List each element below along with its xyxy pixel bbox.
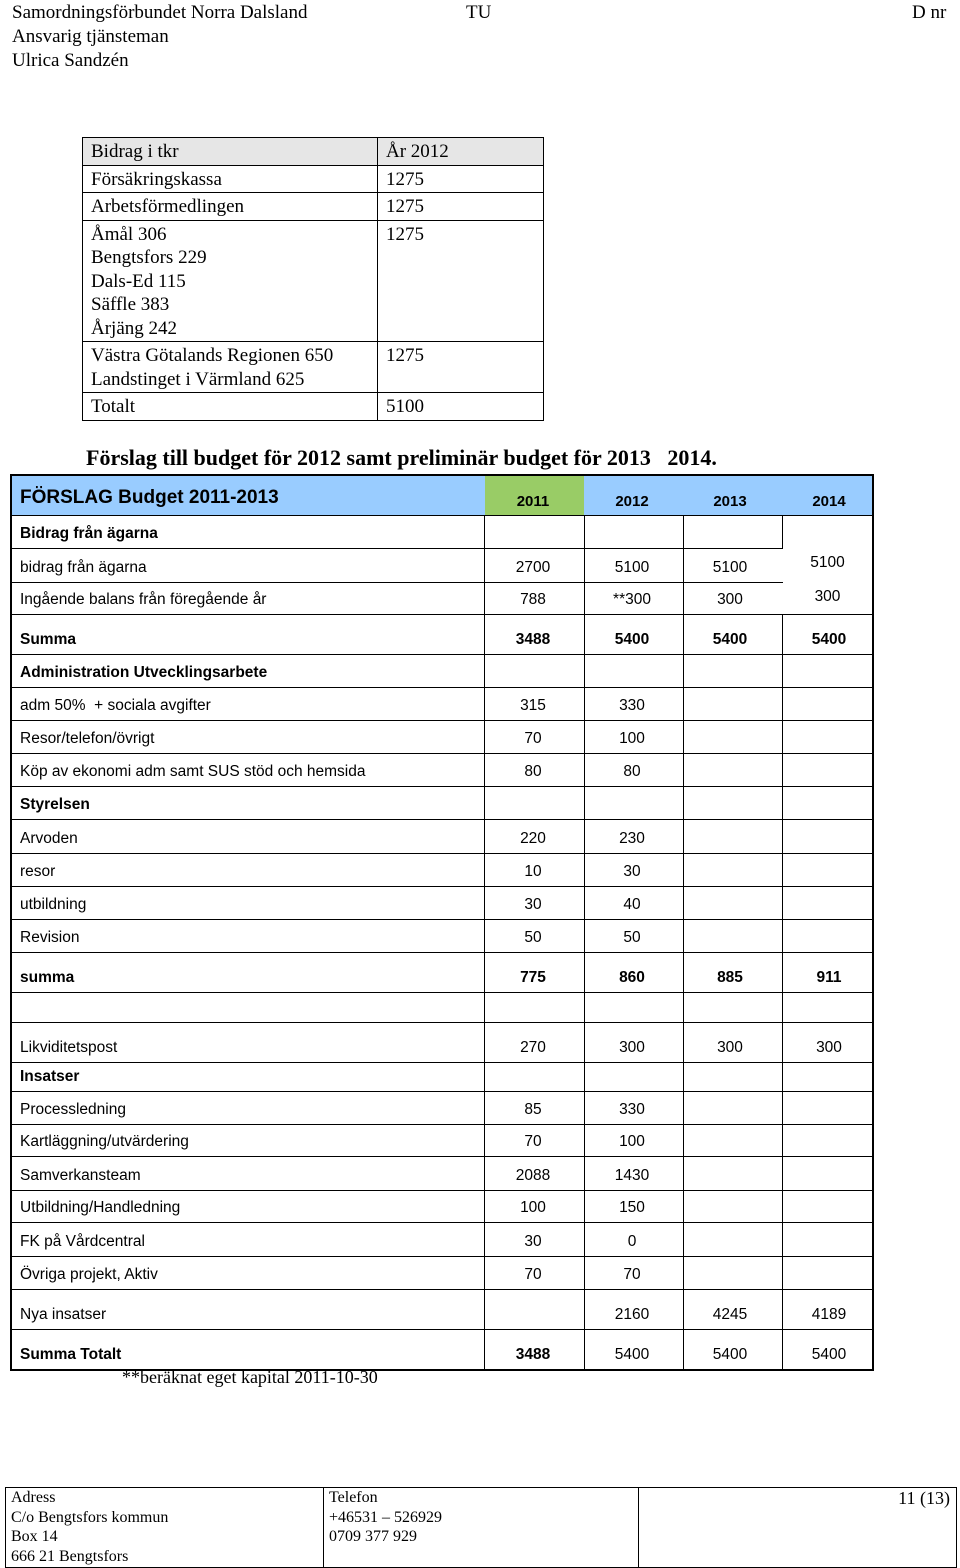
budget-row-label: Insatser <box>20 1068 80 1085</box>
budget-row <box>12 787 872 820</box>
budget-cell-2013: 4245 <box>712 1306 748 1323</box>
budget-row <box>12 1023 872 1063</box>
column-divider <box>584 1330 585 1369</box>
header-responsible-name: Ulrica Sandzén <box>12 50 129 71</box>
budget-cell-2012: 330 <box>619 1101 645 1118</box>
column-divider <box>484 721 485 753</box>
column-divider <box>484 1125 485 1156</box>
contributions-row <box>83 220 544 342</box>
contributions-payer-line: Västra Götalands Regionen 650 <box>91 345 334 366</box>
header-tu: TU <box>466 2 492 23</box>
budget-row <box>12 1223 872 1257</box>
column-divider <box>584 1023 585 1062</box>
budget-2014-merged-cell <box>783 548 872 613</box>
column-divider <box>782 754 783 786</box>
budget-cell-2013: 5400 <box>712 631 748 648</box>
column-divider <box>584 993 585 1022</box>
contributions-header-row <box>83 138 544 166</box>
budget-row <box>12 1092 872 1125</box>
column-divider <box>484 854 485 886</box>
budget-cell-2011: 70 <box>524 1266 542 1283</box>
contributions-payer-line: Säffle 383 <box>91 294 170 315</box>
budget-cell-2011: 10 <box>524 863 542 880</box>
budget-cell-2013: 300 <box>717 591 743 608</box>
column-divider <box>484 1223 485 1256</box>
budget-cell-2011: 30 <box>524 896 542 913</box>
footer-address <box>11 1488 321 1567</box>
column-divider <box>683 1023 684 1062</box>
column-divider <box>782 1125 783 1156</box>
column-divider <box>683 1257 684 1289</box>
header-responsible-title: Ansvarig tjänsteman <box>12 26 169 47</box>
column-divider <box>484 1290 485 1329</box>
budget-row-label: Utbildning/Handledning <box>20 1199 181 1216</box>
footer-phone-line: +46531 – 526929 <box>329 1508 443 1526</box>
budget-row <box>12 993 872 1023</box>
column-divider <box>484 1157 485 1190</box>
budget-2014-value: 300 <box>814 588 841 605</box>
column-divider <box>683 721 684 753</box>
column-divider <box>584 1191 585 1222</box>
budget-row <box>12 549 872 583</box>
contributions-payer-line: Landstinget i Värmland 625 <box>91 368 305 390</box>
budget-row <box>12 1191 872 1223</box>
budget-row-label: bidrag från ägarna <box>20 559 147 576</box>
budget-row <box>12 583 872 615</box>
column-divider <box>683 1092 684 1124</box>
column-divider <box>683 1223 684 1256</box>
budget-cell-2013: 300 <box>717 1039 743 1056</box>
column-divider <box>782 787 783 819</box>
column-divider <box>484 820 485 853</box>
contributions-payer-line: Totalt <box>91 396 136 417</box>
column-divider <box>584 1290 585 1329</box>
budget-cell-2012: 0 <box>627 1233 637 1250</box>
column-divider <box>683 516 684 548</box>
footnote: **beräknat eget kapital 2011-10-30 <box>122 1367 378 1387</box>
budget-cell-2012: 50 <box>623 929 641 946</box>
budget-cell-2012: 40 <box>623 896 641 913</box>
budget-2014-value: 5100 <box>810 554 845 571</box>
budget-row-label: Resor/telefon/övrigt <box>20 730 155 747</box>
budget-row <box>12 1257 872 1290</box>
column-divider <box>782 721 783 753</box>
budget-cell-2013: 5400 <box>712 1346 748 1363</box>
budget-cell-2011: 775 <box>520 969 546 986</box>
column-divider <box>584 1092 585 1124</box>
contributions-table <box>82 137 544 421</box>
budget-cell-2011: 788 <box>520 591 546 608</box>
budget-cell-2013: 885 <box>717 969 743 986</box>
budget-row <box>12 655 872 688</box>
column-divider <box>584 1157 585 1190</box>
column-divider <box>683 655 684 687</box>
budget-row-label: Revision <box>20 929 80 946</box>
column-divider <box>683 993 684 1022</box>
budget-row <box>12 920 872 953</box>
budget-cell-2014: 300 <box>816 1039 842 1056</box>
header-dnr: D nr <box>912 2 947 23</box>
contributions-value: 5100 <box>378 393 544 421</box>
column-divider <box>782 688 783 720</box>
column-divider <box>683 787 684 819</box>
column-divider <box>584 953 585 992</box>
contributions-payer-line: Arbetsförmedlingen <box>91 196 245 217</box>
budget-row-label: Samverkansteam <box>20 1167 141 1184</box>
column-divider <box>584 688 585 720</box>
contributions-payer-line: Bengtsfors 229 <box>91 247 207 268</box>
contributions-row <box>83 393 544 421</box>
contributions-value: 1275 <box>378 193 544 221</box>
column-divider <box>683 1157 684 1190</box>
column-divider <box>584 820 585 853</box>
budget-row <box>12 754 872 787</box>
budget-cell-2011: 315 <box>520 697 546 714</box>
budget-row <box>12 820 872 854</box>
budget-row-label: FK på Vårdcentral <box>20 1233 145 1250</box>
column-divider <box>683 1330 684 1369</box>
budget-row-label: Nya insatser <box>20 1306 107 1323</box>
column-divider <box>782 854 783 886</box>
budget-cell-2012: 860 <box>619 969 645 986</box>
contributions-payer <box>83 342 378 393</box>
budget-year-2014: 2014 <box>812 493 846 510</box>
budget-row-label: Kartläggning/utvärdering <box>20 1133 189 1150</box>
budget-cell-2014: 5400 <box>811 631 847 648</box>
column-divider <box>484 1257 485 1289</box>
budget-cell-2014: 911 <box>816 969 842 986</box>
footer-address-line: Box 14 <box>11 1528 58 1545</box>
column-divider <box>484 1330 485 1369</box>
contributions-payer-line: Försäkringskassa <box>91 168 222 190</box>
column-divider <box>584 854 585 886</box>
budget-cell-2012: 5400 <box>614 1346 650 1363</box>
budget-cell-2011: 3488 <box>515 631 551 648</box>
column-divider <box>584 920 585 952</box>
budget-year-2013: 2013 <box>713 493 747 510</box>
budget-row-label: Styrelsen <box>20 796 90 813</box>
budget-row <box>12 1063 872 1092</box>
contributions-payer <box>83 193 378 221</box>
footer-address-line: 666 21 Bengtsfors <box>11 1547 129 1565</box>
column-divider <box>782 920 783 952</box>
column-divider <box>782 1092 783 1124</box>
budget-cell-2011: 70 <box>524 730 542 747</box>
column-divider <box>484 688 485 720</box>
contributions-payer-line: Årjäng 242 <box>91 317 178 339</box>
column-divider <box>683 1063 684 1091</box>
budget-cell-2012: 5400 <box>614 631 650 648</box>
column-divider <box>484 1092 485 1124</box>
column-divider <box>584 1257 585 1289</box>
budget-cell-2012: 80 <box>623 763 641 780</box>
column-divider <box>584 655 585 687</box>
budget-year-2011: 2011 <box>516 493 550 510</box>
column-divider <box>484 1063 485 1091</box>
column-divider <box>683 688 684 720</box>
column-divider <box>584 516 585 548</box>
budget-cell-2012: 2160 <box>614 1306 650 1323</box>
column-divider <box>584 1125 585 1156</box>
budget-cell-2012: 1430 <box>614 1167 650 1184</box>
contributions-payer-line: Åmål 306 <box>91 223 167 245</box>
column-divider <box>584 721 585 753</box>
column-divider <box>584 787 585 819</box>
page-footer <box>5 1487 957 1568</box>
column-divider <box>683 887 684 919</box>
budget-cell-2012: 30 <box>623 863 641 880</box>
column-divider <box>484 1023 485 1062</box>
budget-row <box>12 887 872 920</box>
column-divider <box>683 854 684 886</box>
column-divider <box>782 1023 783 1062</box>
budget-row-label: Övriga projekt, Aktiv <box>20 1266 158 1283</box>
budget-row-label: Arvoden <box>20 830 78 847</box>
column-divider <box>584 615 585 654</box>
column-divider <box>782 887 783 919</box>
budget-cell-2011: 220 <box>520 830 546 847</box>
contributions-payer <box>83 393 378 421</box>
budget-cell-2011: 100 <box>520 1199 546 1216</box>
column-divider <box>584 754 585 786</box>
contributions-payer-line: Dals-Ed 115 <box>91 270 186 292</box>
budget-cell-2011: 2700 <box>515 559 551 576</box>
budget-row-label: summa <box>20 969 75 986</box>
column-divider <box>484 787 485 819</box>
budget-cell-2014: 4189 <box>811 1306 847 1323</box>
column-divider <box>782 953 783 992</box>
column-divider <box>484 887 485 919</box>
column-divider <box>683 953 684 992</box>
column-divider <box>584 887 585 919</box>
budget-cell-2011: 30 <box>524 1233 542 1250</box>
column-divider <box>782 1290 783 1329</box>
budget-row <box>12 721 872 754</box>
budget-row <box>12 953 872 993</box>
column-divider <box>782 516 783 548</box>
budget-row-label: utbildning <box>20 896 87 913</box>
contributions-header-label: Bidrag i tkr <box>83 138 378 166</box>
budget-cell-2012: 100 <box>619 1133 645 1150</box>
budget-cell-2011: 80 <box>524 763 542 780</box>
column-divider <box>782 655 783 687</box>
budget-row-label: Ingående balans från föregående år <box>20 591 267 608</box>
budget-row <box>12 854 872 887</box>
column-divider <box>782 1191 783 1222</box>
contributions-row <box>83 342 544 393</box>
budget-table <box>10 474 874 1371</box>
column-divider <box>484 655 485 687</box>
budget-row <box>12 1157 872 1191</box>
column-divider <box>782 1257 783 1289</box>
footer-phone <box>329 1488 629 1567</box>
header-org: Samordningsförbundet Norra Dalsland <box>12 2 308 23</box>
column-divider <box>782 1063 783 1091</box>
contributions-value: 1275 <box>378 342 544 393</box>
column-divider <box>683 920 684 952</box>
budget-row-label: resor <box>20 863 56 880</box>
contributions-row <box>83 165 544 193</box>
column-divider <box>484 953 485 992</box>
budget-row <box>12 516 872 549</box>
budget-year-2012: 2012 <box>615 493 649 510</box>
column-divider <box>683 1125 684 1156</box>
contributions-payer <box>83 165 378 193</box>
column-divider <box>782 1330 783 1369</box>
footer-phone-label: Telefon <box>329 1489 378 1506</box>
budget-cell-2012: 70 <box>623 1266 641 1283</box>
column-divider <box>782 993 783 1022</box>
budget-cell-2011: 2088 <box>515 1167 551 1184</box>
column-divider <box>584 1063 585 1091</box>
column-divider <box>683 1290 684 1329</box>
budget-row <box>12 1290 872 1330</box>
budget-row <box>12 615 872 655</box>
budget-cell-2013: 5100 <box>712 559 748 576</box>
budget-row-label: Processledning <box>20 1101 126 1118</box>
budget-cell-2011: 270 <box>520 1039 546 1056</box>
contributions-payer <box>83 220 378 342</box>
column-divider <box>484 754 485 786</box>
budget-cell-2012: 100 <box>619 730 645 747</box>
column-divider <box>782 615 783 654</box>
column-divider <box>683 1191 684 1222</box>
budget-title-row <box>12 476 872 516</box>
budget-cell-2011: 50 <box>524 929 542 946</box>
budget-heading: Förslag till budget för 2012 samt preliminär budget för 2013 2014. <box>86 445 717 470</box>
column-divider <box>484 1191 485 1222</box>
column-divider <box>683 754 684 786</box>
budget-cell-2014: 5400 <box>811 1346 847 1363</box>
column-divider <box>683 820 684 853</box>
budget-row-label: adm 50% + sociala avgifter <box>20 697 211 714</box>
column-divider <box>484 516 485 548</box>
budget-cell-2012: 150 <box>619 1199 645 1216</box>
budget-row-label: Bidrag från ägarna <box>20 525 158 542</box>
column-divider <box>584 1223 585 1256</box>
contributions-value: 1275 <box>378 220 544 342</box>
budget-title: FÖRSLAG Budget 2011-2013 <box>20 487 279 508</box>
contributions-row <box>83 193 544 221</box>
budget-cell-2011: 85 <box>524 1101 542 1118</box>
budget-row-label: Likviditetspost <box>20 1039 118 1056</box>
column-divider <box>683 615 684 654</box>
contributions-header-year: År 2012 <box>378 138 544 166</box>
budget-cell-2012: 330 <box>619 697 645 714</box>
budget-cell-2011: 70 <box>524 1133 542 1150</box>
column-divider <box>484 549 485 582</box>
budget-row-label: Köp av ekonomi adm samt SUS stöd och hemsida <box>20 763 366 780</box>
footer-address-label: Adress <box>11 1489 56 1506</box>
footer-phone-line: 0709 377 929 <box>329 1528 417 1545</box>
column-divider <box>782 820 783 853</box>
column-divider <box>782 1223 783 1256</box>
contributions-value: 1275 <box>378 165 544 193</box>
budget-cell-2012: 5100 <box>614 559 650 576</box>
footer-address-line: C/o Bengtsfors kommun <box>11 1508 169 1526</box>
budget-cell-2011: 3488 <box>515 1346 551 1363</box>
column-divider <box>484 993 485 1022</box>
column-divider <box>584 549 585 582</box>
column-divider <box>683 549 684 582</box>
column-divider <box>683 583 684 614</box>
column-divider <box>782 1157 783 1190</box>
column-divider <box>484 583 485 614</box>
column-divider <box>484 920 485 952</box>
budget-row <box>12 1125 872 1157</box>
budget-row <box>12 1330 872 1370</box>
budget-row-label: Summa Totalt <box>20 1346 122 1363</box>
page-number: 11 (13) <box>898 1488 950 1508</box>
budget-row-label: Administration Utvecklingsarbete <box>20 664 268 681</box>
budget-cell-2012: 300 <box>619 1039 645 1056</box>
column-divider <box>584 583 585 614</box>
budget-cell-2012: **300 <box>613 591 651 608</box>
budget-row-label: Summa <box>20 631 76 648</box>
budget-row <box>12 688 872 721</box>
budget-cell-2012: 230 <box>619 830 645 847</box>
column-divider <box>484 615 485 654</box>
